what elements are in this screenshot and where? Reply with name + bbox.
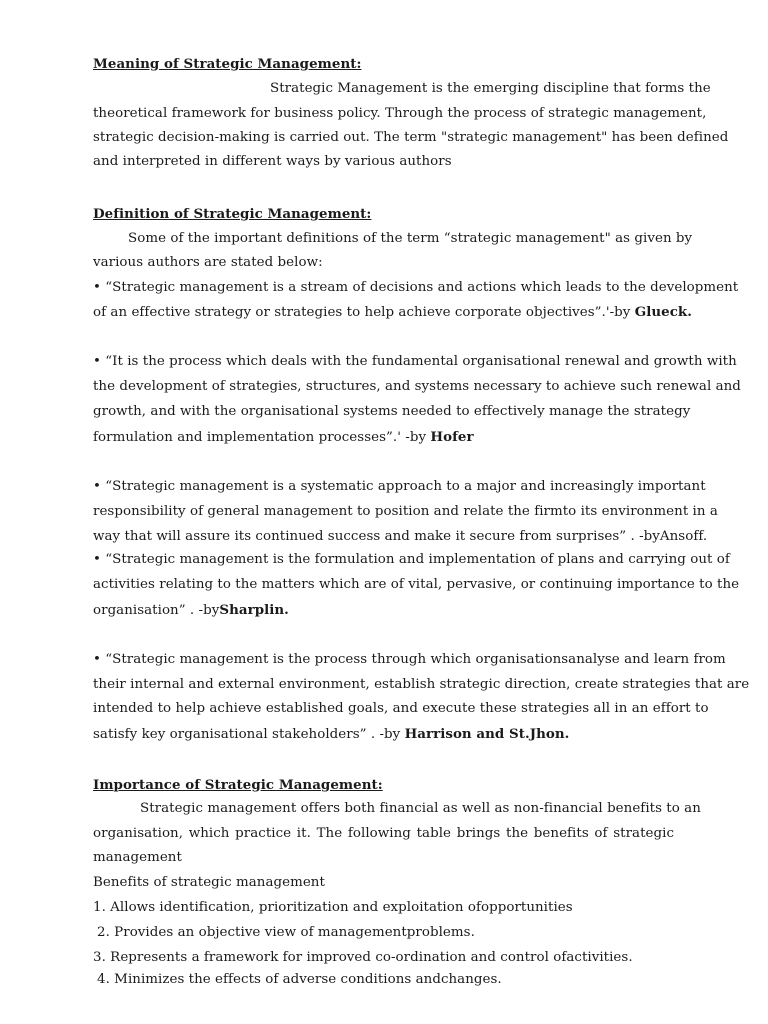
importance-line-2: organisation, which practice it. The following table brings the benefits of strategic [93, 826, 674, 841]
meaning-line-1: Strategic Management is the emerging discipline that forms the [270, 81, 711, 96]
benefit-item-3: 3. Represents a framework for improved co-ordination and control ofactivities. [93, 950, 633, 965]
meaning-line-3: strategic decision-making is carried out. The term "strategic management" has been defined [93, 130, 729, 145]
definition-item-3-line-3: way that will assure its continued success and make it secure from surprises” . -byAnsoff. [93, 529, 708, 544]
author-harrison-st-jhon: Harrison and St.Jhon. [404, 726, 570, 742]
definition-item-1-text: of an effective strategy or strategies to help achieve corporate objectives”.'-by [93, 305, 635, 320]
author-glueck: Glueck. [634, 304, 692, 320]
definition-item-2-line-2: the development of strategies, structures, and systems necessary to achieve such renewal and [93, 379, 741, 394]
definition-item-3-line-1: • “Strategic management is a systematic approach to a major and increasingly important [93, 479, 706, 494]
benefit-item-2: 2. Provides an objective view of managementproblems. [97, 925, 475, 940]
definition-item-2-text: formulation and implementation processes”.' -by [93, 430, 431, 445]
definition-item-3-line-2: responsibility of general management to position and relate the firmto its environment in a [93, 504, 718, 519]
definition-intro-2: various authors are stated below: [93, 255, 323, 270]
importance-heading: Importance of Strategic Management: [93, 777, 383, 793]
definition-item-2-line-4 [93, 428, 674, 447]
definition-item-5-line-2: their internal and external environment, establish strategic direction, create strategies that are [93, 677, 750, 692]
meaning-line-4: and interpreted in different ways by various authors [93, 154, 452, 169]
definition-item-1-line-2 [93, 303, 692, 322]
importance-line-3: management [93, 850, 182, 865]
definition-item-2-line-1: • “It is the process which deals with the fundamental organisational renewal and growth with [93, 354, 737, 369]
definition-item-4-line-2: activities relating to the matters which are of vital, pervasive, or continuing importance to the [93, 577, 740, 592]
benefit-item-1: 1. Allows identification, prioritization and exploitation ofopportunities [93, 900, 573, 915]
definition-heading: Definition of Strategic Management: [93, 206, 372, 222]
author-hofer: Hofer [430, 429, 474, 445]
benefit-item-4: 4. Minimizes the effects of adverse conditions andchanges. [97, 972, 502, 987]
definition-item-2-line-3: growth, and with the organisational systems needed to effectively manage the strategy [93, 404, 691, 419]
meaning-heading: Meaning of Strategic Management: [93, 56, 362, 72]
definition-item-5-line-4 [93, 725, 674, 744]
definition-item-4-line-1: • “Strategic management is the formulation and implementation of plans and carrying out of [93, 552, 730, 567]
benefits-title: Benefits of strategic management [93, 875, 325, 890]
definition-item-1-line-1: • “Strategic management is a stream of decisions and actions which leads to the development [93, 280, 739, 295]
meaning-line-2: theoretical framework for business policy. Through the process of strategic management, [93, 106, 707, 121]
author-sharplin: Sharplin. [219, 602, 289, 618]
definition-item-5-line-3: intended to help achieve established goals, and execute these strategies all in an effort to [93, 701, 709, 716]
definition-item-5-line-1: • “Strategic management is the process through which organisationsanalyse and learn from [93, 652, 726, 667]
definition-intro-1: Some of the important definitions of the term “strategic management" as given by [128, 231, 693, 246]
definition-item-4-text: organisation” . -by [93, 603, 220, 618]
definition-item-5-text: satisfy key organisational stakeholders” . -by [93, 727, 405, 742]
importance-line-1: Strategic management offers both financial as well as non-financial benefits to an [140, 801, 701, 816]
definition-item-4-line-3 [93, 601, 674, 620]
